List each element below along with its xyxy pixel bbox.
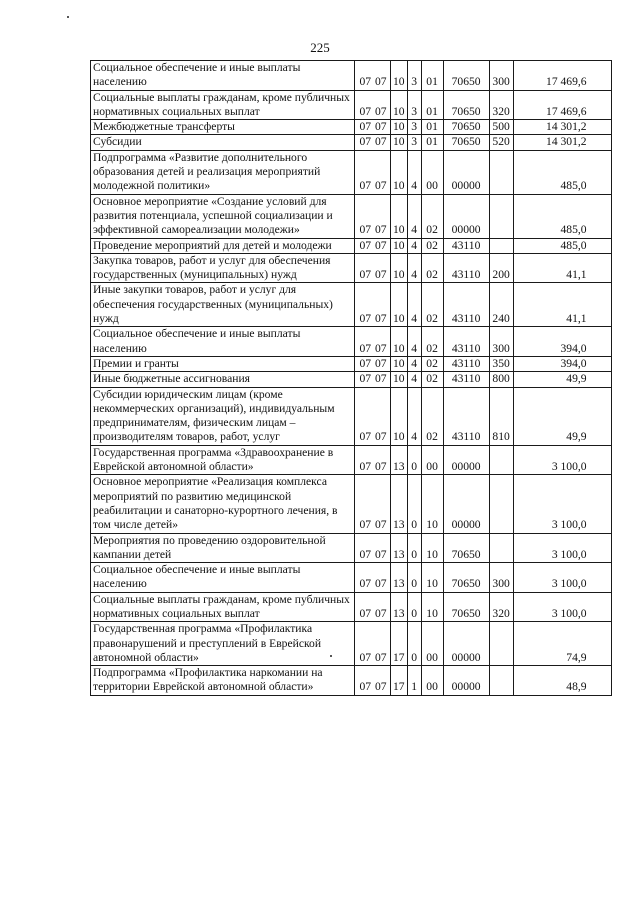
cell-vr: 350 [489, 356, 513, 371]
cell-p3: 10 [421, 592, 443, 622]
table-row [91, 327, 612, 357]
cell-p4: 70650 [443, 592, 489, 622]
cell-p3: 00 [421, 622, 443, 666]
cell-p3: 10 [421, 563, 443, 593]
cell-rz: 07 [355, 327, 374, 357]
cell-p2: 3 [407, 61, 421, 91]
cell-rz: 07 [355, 445, 374, 475]
cell-p1: 10 [391, 135, 408, 150]
cell-p1: 17 [391, 666, 408, 696]
table-body [91, 61, 612, 696]
cell-p4: 43110 [443, 327, 489, 357]
cell-vr: 500 [489, 120, 513, 135]
cell-amount: 3 100,0 [513, 475, 611, 533]
cell-p3: 01 [421, 61, 443, 91]
cell-p3: 01 [421, 90, 443, 120]
cell-amount: 3 100,0 [513, 563, 611, 593]
cell-prz: 07 [374, 120, 391, 135]
cell-p2: 4 [407, 194, 421, 238]
cell-p2: 4 [407, 327, 421, 357]
cell-p2: 4 [407, 253, 421, 283]
cell-p3: 00 [421, 150, 443, 194]
cell-p4: 00000 [443, 622, 489, 666]
cell-p3: 02 [421, 283, 443, 327]
cell-p2: 4 [407, 387, 421, 445]
cell-vr: 300 [489, 61, 513, 91]
table-row [91, 533, 612, 563]
cell-name: Социальное обеспечение и иные выплаты населению [91, 61, 355, 91]
cell-vr: 300 [489, 563, 513, 593]
cell-p4: 70650 [443, 533, 489, 563]
cell-amount: 48,9 [513, 666, 611, 696]
cell-p3: 02 [421, 238, 443, 253]
table-row [91, 475, 612, 533]
table-row [91, 592, 612, 622]
table-row [91, 622, 612, 666]
cell-name: Закупка товаров, работ и услуг для обеспечения государственных (муниципальных) нужд [91, 253, 355, 283]
cell-prz: 07 [374, 135, 391, 150]
cell-p4: 43110 [443, 253, 489, 283]
cell-prz: 07 [374, 356, 391, 371]
table-row [91, 90, 612, 120]
cell-prz: 07 [374, 61, 391, 91]
cell-p2: 4 [407, 150, 421, 194]
cell-p3: 10 [421, 475, 443, 533]
cell-amount: 3 100,0 [513, 533, 611, 563]
cell-p4: 43110 [443, 356, 489, 371]
cell-p1: 10 [391, 120, 408, 135]
cell-vr [489, 150, 513, 194]
cell-p2: 0 [407, 622, 421, 666]
cell-p3: 00 [421, 445, 443, 475]
cell-vr: 240 [489, 283, 513, 327]
cell-prz: 07 [374, 283, 391, 327]
cell-rz: 07 [355, 475, 374, 533]
cell-prz: 07 [374, 387, 391, 445]
cell-name: Субсидии [91, 135, 355, 150]
cell-name: Социальное обеспечение и иные выплаты населению [91, 563, 355, 593]
cell-rz: 07 [355, 592, 374, 622]
cell-name: Подпрограмма «Развитие дополнительного образования детей и реализация мероприятий молодежной политики» [91, 150, 355, 194]
cell-amount: 14 301,2 [513, 120, 611, 135]
cell-p1: 10 [391, 387, 408, 445]
stray-mark [67, 16, 69, 18]
cell-p1: 10 [391, 90, 408, 120]
table-row [91, 563, 612, 593]
cell-p4: 70650 [443, 135, 489, 150]
cell-p2: 0 [407, 592, 421, 622]
cell-p4: 70650 [443, 90, 489, 120]
table-row [91, 445, 612, 475]
cell-prz: 07 [374, 563, 391, 593]
cell-prz: 07 [374, 327, 391, 357]
cell-p1: 13 [391, 445, 408, 475]
cell-p1: 10 [391, 283, 408, 327]
cell-p1: 10 [391, 238, 408, 253]
cell-name: Подпрограмма «Профилактика наркомании на территории Еврейской автономной области» [91, 666, 355, 696]
table-row [91, 356, 612, 371]
cell-rz: 07 [355, 253, 374, 283]
cell-p4: 70650 [443, 120, 489, 135]
cell-rz: 07 [355, 622, 374, 666]
cell-vr: 200 [489, 253, 513, 283]
cell-p1: 10 [391, 253, 408, 283]
cell-name: Субсидии юридическим лицам (кроме некоммерческих организаций), индивидуальным предпринимателям, физическим лицам – производителям товаров, работ, услуг [91, 387, 355, 445]
cell-p3: 02 [421, 372, 443, 387]
cell-vr [489, 533, 513, 563]
cell-name: Государственная программа «Профилактика правонарушений и преступлений в Еврейской автономной области» [91, 622, 355, 666]
cell-amount: 3 100,0 [513, 592, 611, 622]
cell-p1: 17 [391, 622, 408, 666]
cell-amount: 485,0 [513, 194, 611, 238]
cell-amount: 41,1 [513, 253, 611, 283]
cell-vr: 300 [489, 327, 513, 357]
cell-rz: 07 [355, 372, 374, 387]
cell-p2: 0 [407, 445, 421, 475]
cell-name: Государственная программа «Здравоохранение в Еврейской автономной области» [91, 445, 355, 475]
cell-prz: 07 [374, 592, 391, 622]
cell-rz: 07 [355, 120, 374, 135]
cell-vr [489, 475, 513, 533]
cell-p2: 3 [407, 120, 421, 135]
cell-amount: 14 301,2 [513, 135, 611, 150]
cell-rz: 07 [355, 135, 374, 150]
cell-prz: 07 [374, 150, 391, 194]
cell-p3: 02 [421, 387, 443, 445]
stray-mark [330, 655, 332, 657]
cell-name: Основное мероприятие «Реализация комплекса мероприятий по развитию медицинской реабилитации и санаторно-курортного лечения, в том числе детей» [91, 475, 355, 533]
cell-p2: 4 [407, 372, 421, 387]
cell-amount: 394,0 [513, 327, 611, 357]
cell-amount: 485,0 [513, 238, 611, 253]
cell-name: Межбюджетные трансферты [91, 120, 355, 135]
cell-vr [489, 666, 513, 696]
cell-rz: 07 [355, 61, 374, 91]
table-row [91, 150, 612, 194]
cell-name: Мероприятия по проведению оздоровительной кампании детей [91, 533, 355, 563]
cell-p2: 0 [407, 563, 421, 593]
table-row [91, 283, 612, 327]
cell-prz: 07 [374, 445, 391, 475]
cell-p3: 10 [421, 533, 443, 563]
cell-p2: 3 [407, 90, 421, 120]
cell-p1: 13 [391, 533, 408, 563]
cell-prz: 07 [374, 253, 391, 283]
table-row [91, 666, 612, 696]
cell-p1: 10 [391, 356, 408, 371]
cell-prz: 07 [374, 194, 391, 238]
cell-rz: 07 [355, 90, 374, 120]
cell-p2: 0 [407, 533, 421, 563]
cell-p2: 0 [407, 475, 421, 533]
cell-p3: 01 [421, 135, 443, 150]
cell-p1: 10 [391, 327, 408, 357]
table-row [91, 253, 612, 283]
cell-p4: 00000 [443, 194, 489, 238]
cell-amount: 49,9 [513, 387, 611, 445]
table-row [91, 120, 612, 135]
cell-p4: 43110 [443, 372, 489, 387]
cell-rz: 07 [355, 150, 374, 194]
cell-p1: 13 [391, 563, 408, 593]
cell-name: Социальные выплаты гражданам, кроме публичных нормативных социальных выплат [91, 592, 355, 622]
cell-rz: 07 [355, 194, 374, 238]
cell-name: Иные закупки товаров, работ и услуг для обеспечения государственных (муниципальных) нужд [91, 283, 355, 327]
cell-p4: 43110 [443, 283, 489, 327]
cell-p2: 3 [407, 135, 421, 150]
cell-amount: 485,0 [513, 150, 611, 194]
cell-vr [489, 238, 513, 253]
cell-p3: 02 [421, 327, 443, 357]
cell-p1: 10 [391, 61, 408, 91]
cell-name: Иные бюджетные ассигнования [91, 372, 355, 387]
cell-vr: 320 [489, 592, 513, 622]
cell-p3: 01 [421, 120, 443, 135]
cell-name: Премии и гранты [91, 356, 355, 371]
cell-prz: 07 [374, 622, 391, 666]
cell-p4: 43110 [443, 387, 489, 445]
cell-prz: 07 [374, 238, 391, 253]
cell-vr [489, 194, 513, 238]
cell-p4: 00000 [443, 475, 489, 533]
cell-p3: 02 [421, 356, 443, 371]
cell-p4: 43110 [443, 238, 489, 253]
cell-name: Проведение мероприятий для детей и молодежи [91, 238, 355, 253]
cell-p1: 10 [391, 372, 408, 387]
cell-p1: 13 [391, 475, 408, 533]
cell-amount: 41,1 [513, 283, 611, 327]
cell-p4: 70650 [443, 563, 489, 593]
table-row [91, 135, 612, 150]
cell-vr: 810 [489, 387, 513, 445]
cell-amount: 74,9 [513, 622, 611, 666]
cell-p4: 00000 [443, 150, 489, 194]
budget-table [90, 60, 612, 696]
cell-p3: 00 [421, 666, 443, 696]
cell-name: Социальные выплаты гражданам, кроме публичных нормативных социальных выплат [91, 90, 355, 120]
table-row [91, 372, 612, 387]
table-row [91, 387, 612, 445]
cell-name: Основное мероприятие «Создание условий для развития потенциала, успешной социализации и эффективной самореализации молодежи» [91, 194, 355, 238]
table-row [91, 238, 612, 253]
cell-p2: 4 [407, 356, 421, 371]
cell-p4: 00000 [443, 445, 489, 475]
cell-vr: 800 [489, 372, 513, 387]
cell-p1: 10 [391, 194, 408, 238]
cell-vr [489, 445, 513, 475]
cell-amount: 394,0 [513, 356, 611, 371]
cell-prz: 07 [374, 533, 391, 563]
cell-prz: 07 [374, 475, 391, 533]
table-row [91, 61, 612, 91]
cell-p2: 4 [407, 283, 421, 327]
cell-vr: 320 [489, 90, 513, 120]
cell-rz: 07 [355, 283, 374, 327]
cell-name: Социальное обеспечение и иные выплаты населению [91, 327, 355, 357]
page-number: 225 [310, 40, 330, 55]
cell-vr [489, 622, 513, 666]
table-row [91, 194, 612, 238]
cell-amount: 49,9 [513, 372, 611, 387]
cell-vr: 520 [489, 135, 513, 150]
cell-prz: 07 [374, 666, 391, 696]
cell-p3: 02 [421, 253, 443, 283]
cell-amount: 17 469,6 [513, 61, 611, 91]
cell-amount: 3 100,0 [513, 445, 611, 475]
cell-p4: 70650 [443, 61, 489, 91]
cell-p2: 4 [407, 238, 421, 253]
cell-amount: 17 469,6 [513, 90, 611, 120]
cell-p1: 13 [391, 592, 408, 622]
cell-p2: 1 [407, 666, 421, 696]
cell-rz: 07 [355, 563, 374, 593]
cell-prz: 07 [374, 90, 391, 120]
cell-rz: 07 [355, 387, 374, 445]
cell-prz: 07 [374, 372, 391, 387]
cell-rz: 07 [355, 238, 374, 253]
cell-p4: 00000 [443, 666, 489, 696]
cell-p3: 02 [421, 194, 443, 238]
cell-rz: 07 [355, 533, 374, 563]
cell-p1: 10 [391, 150, 408, 194]
cell-rz: 07 [355, 356, 374, 371]
cell-rz: 07 [355, 666, 374, 696]
